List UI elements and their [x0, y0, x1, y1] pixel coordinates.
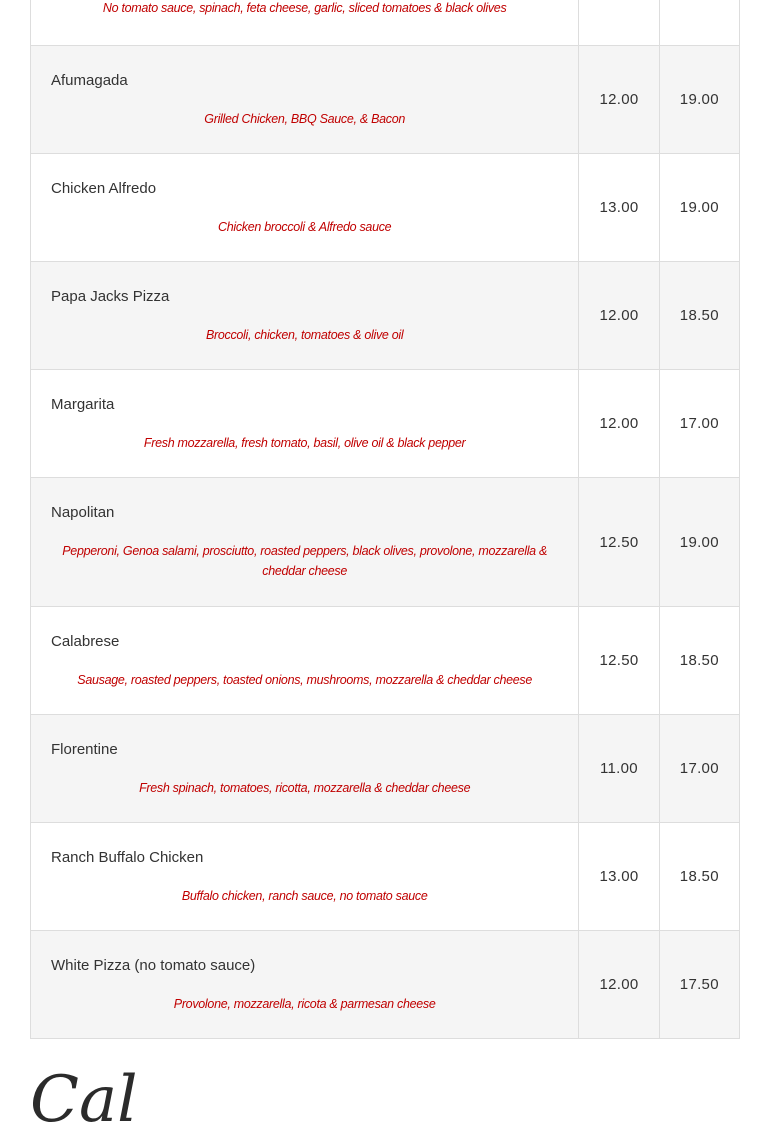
menu-row — [31, 46, 740, 154]
item-cell — [31, 607, 579, 715]
item-cell — [31, 931, 579, 1039]
menu-row — [31, 478, 740, 607]
menu-row — [31, 823, 740, 931]
item-description: Provolone, mozzarella, ricota & parmesan cheese — [173, 996, 436, 1011]
item-cell — [31, 154, 579, 262]
large-price: 18.50 — [659, 262, 739, 370]
menu-row — [31, 154, 740, 262]
item-description: Sausage, roasted peppers, toasted onions, mushrooms, mozzarella & cheddar cheese — [77, 672, 533, 687]
menu-row — [31, 0, 740, 46]
small-price: 13.00 — [579, 823, 659, 931]
small-price — [579, 0, 659, 46]
item-description: Fresh mozzarella, fresh tomato, basil, olive oil & black pepper — [143, 435, 466, 450]
item-cell — [31, 715, 579, 823]
item-description: No tomato sauce, spinach, feta cheese, garlic, sliced tomatoes & black olives — [102, 1, 507, 15]
small-price: 11.00 — [579, 715, 659, 823]
large-price: 17.00 — [659, 715, 739, 823]
large-price: 18.50 — [659, 607, 739, 715]
item-name: Napolitan — [51, 504, 115, 521]
menu-table — [30, 0, 740, 1039]
item-cell — [31, 262, 579, 370]
item-cell — [31, 46, 579, 154]
small-price: 12.50 — [579, 478, 659, 607]
item-description: Fresh spinach, tomatoes, ricotta, mozzarella & cheddar cheese — [139, 780, 471, 795]
item-description: Broccoli, chicken, tomatoes & olive oil — [205, 327, 404, 342]
small-price: 12.00 — [579, 370, 659, 478]
large-price: 19.00 — [659, 154, 739, 262]
item-description: Pepperoni, Genoa salami, prosciutto, roasted peppers, black olives, provolone, mozzarella & cheddar cheese — [62, 544, 548, 578]
menu-row — [31, 370, 740, 478]
menu-row — [31, 607, 740, 715]
item-cell — [31, 0, 579, 46]
large-price — [659, 0, 739, 46]
item-cell — [31, 823, 579, 931]
large-price: 19.00 — [659, 478, 739, 607]
item-name: Margarita — [51, 395, 115, 413]
item-name: Ranch Buffalo Chicken — [51, 848, 204, 866]
section-heading: Cal — [30, 1063, 138, 1137]
small-price: 12.00 — [579, 46, 659, 154]
menu-row — [31, 715, 740, 823]
item-cell — [31, 478, 579, 607]
large-price: 19.00 — [659, 46, 739, 154]
item-description: Grilled Chicken, BBQ Sauce, & Bacon — [204, 111, 406, 126]
item-name: Calabrese — [51, 632, 120, 650]
item-name: Afumagada — [51, 71, 128, 89]
menu-row — [31, 262, 740, 370]
small-price: 12.00 — [579, 262, 659, 370]
item-name: Papa Jacks Pizza — [51, 287, 170, 305]
menu-row — [31, 931, 740, 1039]
item-name: Chicken Alfredo — [51, 179, 157, 197]
item-description: Chicken broccoli & Alfredo sauce — [217, 219, 392, 234]
item-name: Florentine — [51, 740, 118, 758]
large-price: 17.00 — [659, 370, 739, 478]
item-cell — [31, 370, 579, 478]
small-price: 12.00 — [579, 931, 659, 1039]
small-price: 13.00 — [579, 154, 659, 262]
small-price: 12.50 — [579, 607, 659, 715]
item-description: Buffalo chicken, ranch sauce, no tomato sauce — [181, 888, 428, 903]
large-price: 18.50 — [659, 823, 739, 931]
large-price: 17.50 — [659, 931, 739, 1039]
item-name: White Pizza (no tomato sauce) — [51, 956, 256, 974]
